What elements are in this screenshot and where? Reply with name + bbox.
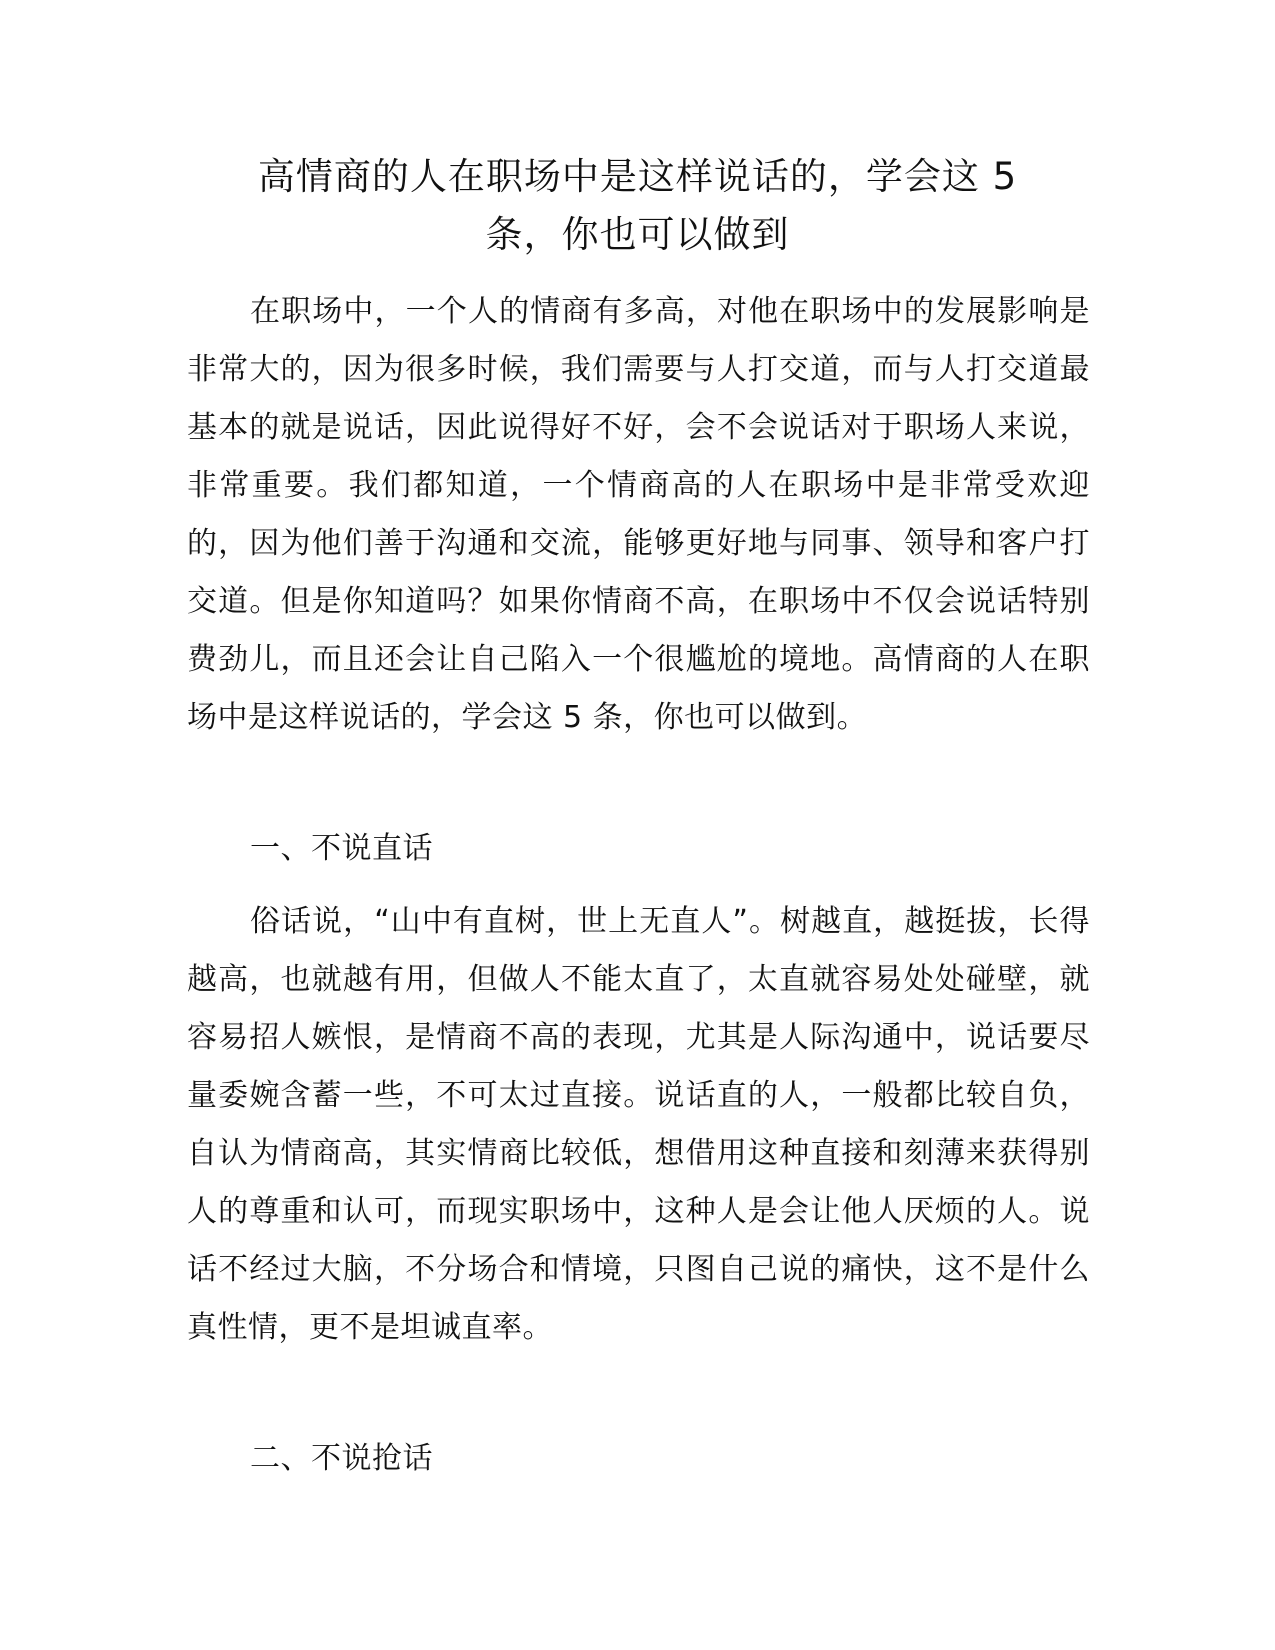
- title-line-1: 高情商的人在职场中是这样说话的，学会这 5: [257, 155, 1018, 198]
- section-heading-1: 一、不说直话: [250, 831, 433, 866]
- section-1-paragraph: 俗话说，“山中有直树，世上无直人”。树越直，越挺拔，长得越高，也就越有用，但做人不能太直了，太直就容易处处碰壁，就容易招人嫉恨，是情商不高的表现，尤其是人际沟通中，说话要尽量委婉含蓄一些，不可太过直接。说话直的人，一般都比较自负，自认为情商高，其实情商比较低，想借用这种直接和刻薄来获得别人的尊重和认可，而现实职场中，这种人是会让他人厌烦的人。说话不经过大脑，不分场合和情境，只图自己说的痛快，这不是什么真性情，更不是坦诚直率。: [187, 904, 1090, 1345]
- intro-paragraph: 在职场中，一个人的情商有多高，对他在职场中的发展影响是非常大的，因为很多时候，我们需要与人打交道，而与人打交道最基本的就是说话，因此说得好不好，会不会说话对于职场人来说，非常重要。我们都知道，一个情商高的人在职场中是非常受欢迎的，因为他们善于沟通和交流，能够更好地与同事、领导和客户打交道。但是你知道吗？如果你情商不高，在职场中不仅会说话特别费劲儿，而且还会让自己陷入一个很尴尬的境地。高情商的人在职场中是这样说话的，学会这 5 条，你也可以做到。: [187, 294, 1090, 735]
- title-line-2: 条，你也可以做到: [485, 213, 790, 256]
- document-title: [150, 148, 1125, 264]
- section-heading-2: 二、不说抢话: [250, 1441, 433, 1476]
